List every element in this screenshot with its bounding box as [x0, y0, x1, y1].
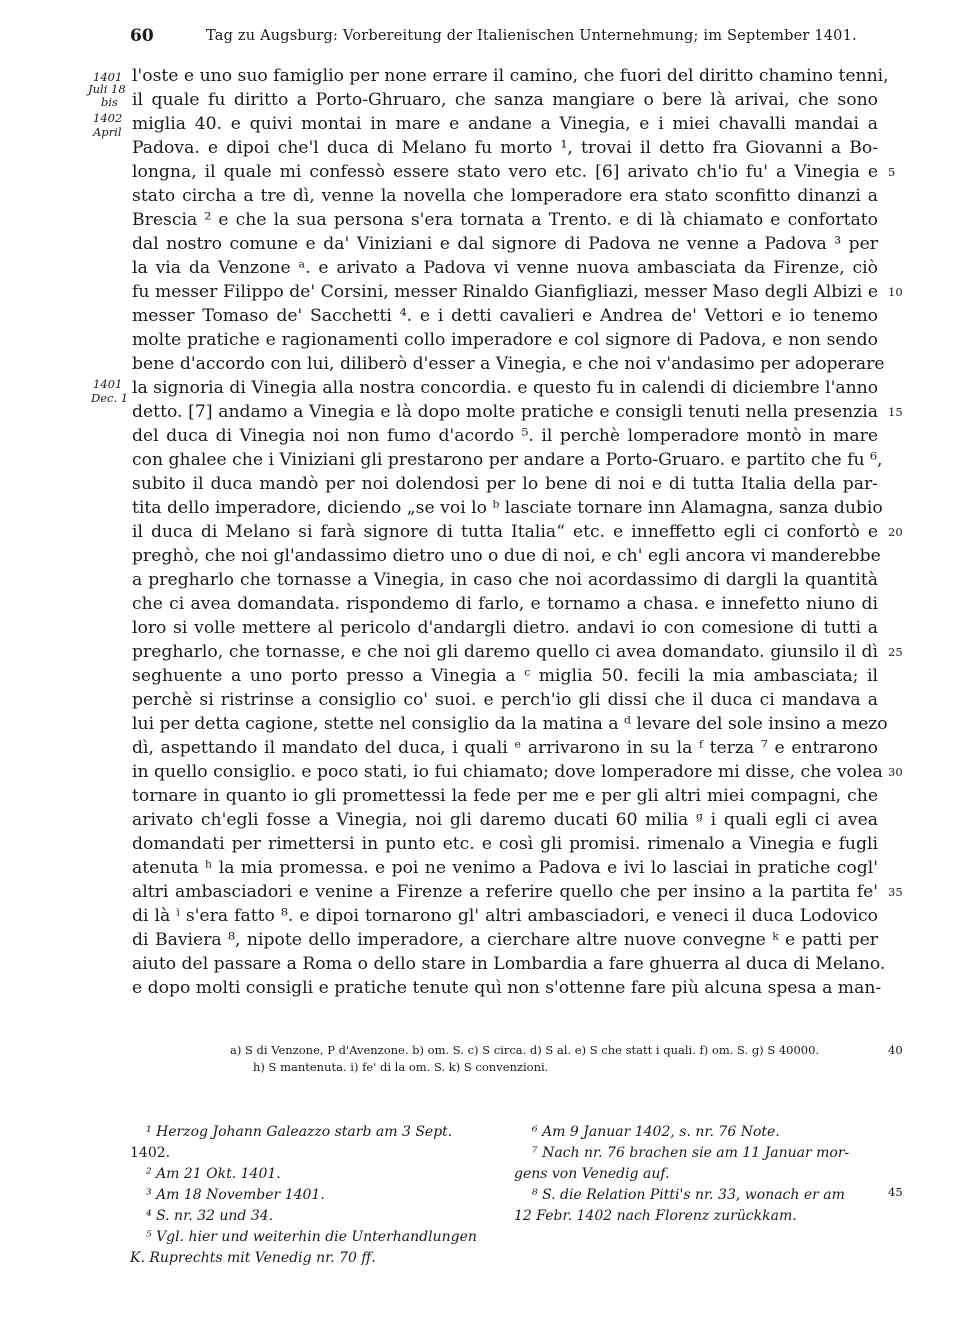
line-number: 35 — [888, 885, 903, 899]
text-line: fu messer Filippo de' Corsini, messer Rinaldo Gianfigliazi, messer Maso degli Albizi e — [132, 282, 878, 302]
running-title: Tag zu Augsburg: Vorbereitung der Italienischen Unternehmung; im September 1401. — [206, 28, 857, 44]
footnote-line: ³ Am 18 November 1401. — [146, 1187, 325, 1203]
text-line: molte pratiche e ragionamenti collo imperadore e col signore di Padova, e non sendo — [132, 330, 878, 350]
text-line: loro si volle mettere al pericolo d'andargli dietro. andavi io con comesione di tutti a — [132, 618, 878, 638]
footnote-line: ⁵ Vgl. hier und weiterhin die Unterhandlungen — [146, 1229, 477, 1245]
text-line: di Baviera ⁸, nipote dello imperadore, a cierchare altre nuove convegne ᵏ e patti per — [132, 930, 878, 950]
text-line: detto. [7] andamo a Vinegia e là dopo molte pratiche e consigli tenuti nella presenzia — [132, 402, 878, 422]
page-header — [130, 26, 890, 50]
text-line: lui per detta cagione, stette nel consiglio da la matina a ᵈ levare del sole insino a mezo — [132, 714, 888, 734]
line-number: 25 — [888, 645, 903, 659]
text-line: seghuente a uno porto presso a Vinegia a ᶜ miglia 50. fecili la mia ambasciata; il — [132, 666, 878, 686]
footnote-line: ¹ Herzog Johann Galeazzo starb am 3 Sept. — [146, 1124, 453, 1140]
text-line: la signoria di Vinegia alla nostra concordia. e questo fu in calendi di diciembre l'anno — [132, 378, 879, 398]
text-line: la via da Venzone ᵃ. e arivato a Padova vi venne nuova ambasciata da Firenze, ciò — [132, 258, 878, 278]
margin-note: Juli 18 — [88, 82, 126, 96]
footnote-line: ⁷ Nach nr. 76 brachen sie am 11 Januar mor- — [532, 1145, 850, 1161]
text-line: con ghalee che i Viniziani gli prestarono per andare a Porto-Gruaro. e partito che fu ⁶, — [132, 450, 883, 470]
text-line: e dopo molti consigli e pratiche tenute quì non s'ottenne fare più alcuna spesa a man- — [132, 978, 882, 998]
footnotes-right — [512, 1122, 872, 1227]
text-line: bene d'accordo con lui, diliberò d'esser a Vinegia, e che noi v'andasimo per adoperare — [132, 354, 885, 374]
footnote-line: ² Am 21 Okt. 1401. — [146, 1166, 281, 1182]
text-line: Brescia ² e che la sua persona s'era tornata a Trento. e di là chiamato e confortato — [132, 210, 878, 230]
margin-note: 1401 — [93, 377, 123, 391]
footnote-line: K. Ruprechts mit Venedig nr. 70 ff. — [130, 1250, 376, 1266]
text-line: domandati per rimettersi in punto etc. e così gli promisi. rimenalo a Vinegia e fugli — [132, 834, 878, 854]
text-line: che ci avea domandata. rispondemo di farlo, e tornamo a chasa. e innefetto niuno di — [132, 594, 878, 614]
text-line: miglia 40. e quivi montai in mare e andane a Vinegia, e i miei chavalli mandai a — [132, 114, 878, 134]
text-line: del duca di Vinegia noi non fumo d'acordo ⁵. il perchè lomperadore montò in mare — [132, 426, 878, 446]
text-line: dì, aspettando il mandato del duca, i quali ᵉ arrivarono in su la ᶠ terza ⁷ e entrarono — [132, 738, 878, 758]
footnote-line: ⁶ Am 9 Januar 1402, s. nr. 76 Note. — [532, 1124, 780, 1140]
text-line: Padova. e dipoi che'l duca di Melano fu morto ¹, trovai il detto fra Giovanni a Bo- — [132, 138, 878, 158]
line-number: 40 — [888, 1043, 903, 1057]
footnote-line: ⁴ S. nr. 32 und 34. — [146, 1208, 274, 1224]
footnote-line: 12 Febr. 1402 nach Florenz zurückkam. — [514, 1208, 797, 1224]
footnote-line: 1402. — [130, 1145, 171, 1161]
margin-note: April — [93, 125, 122, 139]
line-number: 45 — [888, 1185, 903, 1199]
line-number: 5 — [888, 165, 896, 179]
margin-note: bis — [101, 95, 118, 109]
variant-line: h) S mantenuta. i) fe' di la om. S. k) S convenzioni. — [253, 1060, 549, 1074]
variant-line: a) S di Venzone, P d'Avenzone. b) om. S. c) S circa. d) S al. e) S che statt i quali. f) om. S. g) S 40000. — [230, 1043, 820, 1057]
text-line: preghò, che noi gl'andassimo dietro uno o due di noi, e ch' egli ancora vi manderebbe — [132, 546, 881, 566]
text-line: tornare in quanto io gli promettessi la fede per me e per gli altri miei compagni, che — [132, 786, 878, 806]
text-line: a pregharlo che tornasse a Vinegia, in caso che noi acordassimo di dargli la quantità — [132, 570, 878, 590]
text-line: subito il duca mandò per noi dolendosi per lo bene di noi e di tutta Italia della par- — [132, 474, 878, 494]
margin-note: 1401 — [93, 70, 123, 84]
text-line: il duca di Melano si farà signore di tutta Italia“ etc. e inneffetto egli ci confortò e — [132, 522, 878, 542]
text-line: l'oste e uno suo famiglio per none errare il camino, che fuori del diritto chamino tenni, — [132, 66, 889, 86]
text-line: il quale fu diritto a Porto-Ghruaro, che sanza mangiare o bere là arivai, che sono — [132, 90, 878, 110]
page-number: 60 — [130, 26, 154, 46]
text-line: dal nostro comune e da' Viniziani e dal signore di Padova ne venne a Padova ³ per — [132, 234, 878, 254]
margin-note: Dec. 1 — [91, 391, 129, 405]
text-line: messer Tomaso de' Sacchetti ⁴. e i detti cavalieri e Andrea de' Vettori e io tenemo — [132, 306, 878, 326]
margin-note: 1402 — [93, 111, 123, 125]
text-line: pregharlo, che tornasse, e che noi gli daremo quello ci avea domandato. giunsilo il dì — [132, 642, 878, 662]
text-line: in quello consiglio. e poco stati, io fui chiamato; dove lomperadore mi disse, che volea — [132, 762, 883, 782]
text-line: perchè si ristrinse a consiglio co' suoi. e perch'io gli dissi che il duca ci mandava a — [132, 690, 878, 710]
text-line: longna, il quale mi confessò essere stato vero etc. [6] arivato ch'io fu' a Vinegia e — [132, 162, 878, 182]
text-line: atenuta ʰ la mia promessa. e poi ne venimo a Padova e ivi lo lasciai in pratiche cogl' — [132, 858, 878, 878]
footnote-line: gens von Venedig auf. — [514, 1166, 670, 1182]
text-line: stato circha a tre dì, venne la novella che lomperadore era stato sconfitto dinanzi a — [132, 186, 878, 206]
text-line: altri ambasciadori e venine a Firenze a referire quello che per insino a la partita fe' — [132, 882, 878, 902]
line-number: 10 — [888, 285, 903, 299]
footnotes-left — [118, 1122, 478, 1269]
line-number: 30 — [888, 765, 903, 779]
text-line: aiuto del passare a Roma o dello stare in Lombardia a fare ghuerra al duca di Melano. — [132, 954, 886, 974]
line-number: 20 — [888, 525, 903, 539]
text-line: tita dello imperadore, diciendo „se voi lo ᵇ lasciate tornare inn Alamagna, sanza dubio — [132, 498, 883, 518]
text-line: arivato ch'egli fosse a Vinegia, noi gli daremo ducati 60 milia ᵍ i quali egli ci avea — [132, 810, 878, 830]
line-number: 15 — [888, 405, 903, 419]
text-line: di là ⁱ s'era fatto ⁸. e dipoi tornarono gl' altri ambasciadori, e veneci il duca Lodovico — [132, 906, 878, 926]
footnote-line: ⁸ S. die Relation Pitti's nr. 33, wonach er am — [532, 1187, 845, 1203]
